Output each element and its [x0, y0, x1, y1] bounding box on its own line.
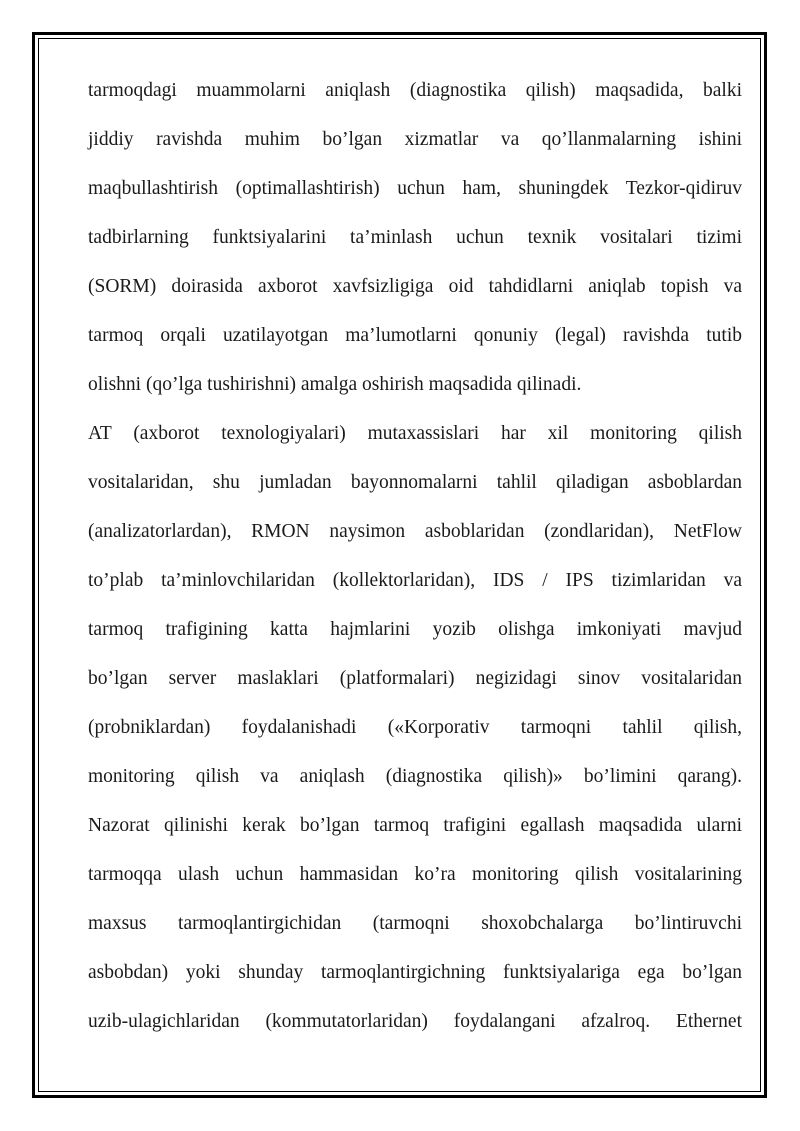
text-line: (SORM) doirasida axborot xavfsizligiga oid tahdidlarni aniqlab topish va — [88, 276, 742, 297]
text-line: maxsus tarmoqlantirgichidan (tarmoqni shoxobchalarga bo’lintiruvchi — [88, 913, 742, 934]
text-line: uzib-ulagichlaridan (kommutatorlaridan) foydalangani afzalroq. Ethernet — [88, 1011, 742, 1032]
text-line: (probniklardan) foydalanishadi («Korporativ tarmoqni tahlil qilish, — [88, 717, 742, 738]
text-line: tadbirlarning funktsiyalarini ta’minlash uchun texnik vositalari tizimi — [88, 227, 742, 248]
text-line: vositalaridan, shu jumladan bayonnomalarni tahlil qiladigan asboblardan — [88, 472, 742, 493]
text-line: bo’lgan server maslaklari (platformalari) negizidagi sinov vositalaridan — [88, 668, 742, 689]
text-line: tarmoqdagi muammolarni aniqlash (diagnostika qilish) maqsadida, balki — [88, 80, 742, 101]
text-line: jiddiy ravishda muhim bo’lgan xizmatlar va qo’llanmalarning ishini — [88, 129, 742, 150]
text-line: Nazorat qilinishi kerak bo’lgan tarmoq trafigini egallash maqsadida ularni — [88, 815, 742, 836]
text-line: tarmoq orqali uzatilayotgan ma’lumotlarni qonuniy (legal) ravishda tutib — [88, 325, 742, 346]
text-line: AT (axborot texnologiyalari) mutaxassislari har xil monitoring qilish — [88, 423, 742, 444]
document-body — [88, 66, 742, 1046]
text-line: maqbullashtirish (optimallashtirish) uchun ham, shuningdek Tezkor-qidiruv — [88, 178, 742, 199]
text-line: olishni (qo’lga tushirishni) amalga oshirish maqsadida qilinadi. — [88, 374, 582, 395]
text-line: monitoring qilish va aniqlash (diagnostika qilish)» bo’limini qarang). — [88, 766, 742, 787]
text-line: (analizatorlardan), RMON naysimon asboblaridan (zondlaridan), NetFlow — [88, 521, 742, 542]
text-line: asbobdan) yoki shunday tarmoqlantirgichning funktsiyalariga ega bo’lgan — [88, 962, 742, 983]
text-line: to’plab ta’minlovchilaridan (kollektorlaridan), IDS / IPS tizimlaridan va — [88, 570, 742, 591]
text-line: tarmoq trafigining katta hajmlarini yozib olishga imkoniyati mavjud — [88, 619, 742, 640]
text-line: tarmoqqa ulash uchun hammasidan ko’ra monitoring qilish vositalarining — [88, 864, 742, 885]
